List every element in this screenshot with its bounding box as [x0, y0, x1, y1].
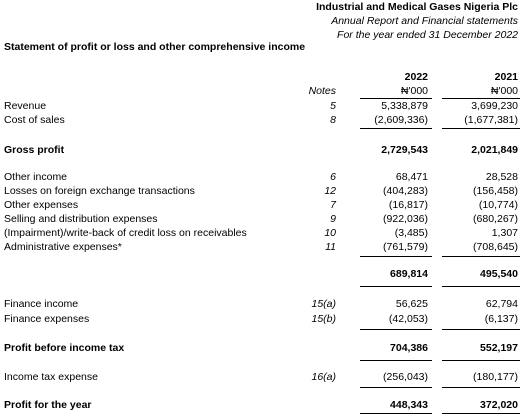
prior-unit-header: ₦'000 [490, 85, 518, 97]
rule [360, 128, 432, 129]
prior-value: (156,458) [473, 185, 518, 197]
row-label: Finance income [4, 298, 79, 310]
prior-value: 1,307 [491, 227, 518, 239]
rule [442, 128, 520, 129]
row-label: Profit before income tax [4, 342, 125, 354]
notes-header: Notes [308, 85, 336, 97]
row-note: 8 [330, 114, 336, 126]
row-label: Administrative expenses* [4, 241, 122, 253]
row-label: (Impairment)/write-back of credit loss on receivables [4, 227, 247, 239]
rule [442, 387, 520, 388]
rule [360, 360, 432, 361]
row-note: 11 [325, 241, 336, 253]
prior-value: 372,020 [480, 399, 518, 411]
current-value: (404,283) [383, 185, 428, 197]
row-note: 5 [330, 100, 336, 112]
current-unit-header: ₦'000 [400, 85, 428, 97]
row-label: Revenue [4, 100, 47, 112]
finance-expenses-row [0, 312, 526, 326]
current-value: 2,729,543 [381, 144, 428, 156]
prior-value: 28,528 [485, 171, 518, 183]
current-value: 689,814 [390, 268, 428, 280]
prior-value: 62,794 [485, 298, 518, 310]
cost-of-sales-row [0, 113, 526, 127]
current-value: (2,609,336) [374, 114, 428, 126]
prior-value: (1,677,381) [464, 114, 518, 126]
prior-value: (680,267) [473, 213, 518, 225]
current-year-header: 2022 [404, 71, 428, 83]
impairment-row [0, 226, 526, 240]
report-period: For the year ended 31 December 2022 [337, 29, 518, 41]
row-note: 10 [324, 227, 336, 239]
row-note: 15(a) [311, 298, 336, 310]
current-value: (256,043) [383, 371, 428, 383]
rule [360, 329, 432, 330]
prior-value: (708,645) [473, 241, 518, 253]
row-note: 6 [330, 171, 336, 183]
fx-losses-row [0, 184, 526, 198]
rule [442, 256, 520, 257]
row-label: Losses on foreign exchange transactions [4, 185, 195, 197]
current-value: (16,817) [388, 199, 428, 211]
row-note: 16(a) [311, 371, 336, 383]
row-note: 12 [324, 185, 336, 197]
row-note: 15(b) [311, 313, 336, 325]
prior-value: 495,540 [480, 268, 518, 280]
row-note: 7 [330, 199, 336, 211]
row-label: Income tax expense [4, 371, 98, 383]
other-income-row [0, 170, 526, 184]
prior-value: 3,699,230 [471, 100, 518, 112]
current-value: (761,579) [383, 241, 428, 253]
rule [442, 329, 520, 330]
profit-for-year-row [0, 398, 526, 412]
finance-income-row [0, 297, 526, 311]
other-expenses-row [0, 198, 526, 212]
prior-value: (180,177) [473, 371, 518, 383]
statement-title: Statement of profit or loss and other comprehensive income [4, 41, 306, 53]
rule [442, 286, 520, 287]
prior-value: (10,774) [478, 199, 518, 211]
row-label: Finance expenses [4, 313, 90, 325]
profit-before-tax-row [0, 341, 526, 355]
current-value: 448,343 [390, 399, 428, 411]
current-value: 704,386 [390, 342, 428, 354]
rule [360, 256, 432, 257]
prior-value: 2,021,849 [471, 144, 518, 156]
report-title: Annual Report and Financial statements [331, 15, 518, 27]
row-label: Cost of sales [4, 114, 65, 126]
row-label: Other expenses [4, 199, 79, 211]
row-label: Profit for the year [4, 399, 92, 411]
current-value: 68,471 [395, 171, 428, 183]
company-name: Industrial and Medical Gases Nigeria Plc [316, 1, 518, 13]
current-value: (3,485) [394, 227, 428, 239]
rule [442, 413, 520, 414]
admin-expenses-row [0, 240, 526, 254]
income-tax-row [0, 370, 526, 384]
prior-value: (6,137) [484, 313, 518, 325]
rule [360, 286, 432, 287]
row-label: Other income [4, 171, 68, 183]
current-value: 5,338,879 [381, 100, 428, 112]
row-label: Selling and distribution expenses [4, 213, 158, 225]
current-value: 56,625 [395, 298, 428, 310]
prior-year-header: 2021 [494, 71, 518, 83]
revenue-row [0, 99, 526, 113]
rule [360, 413, 432, 414]
operating-subtotal-row [0, 267, 526, 281]
row-label: Gross profit [4, 144, 65, 156]
current-value: (42,053) [388, 313, 428, 325]
prior-value: 552,197 [480, 342, 518, 354]
gross-profit-row [0, 143, 526, 157]
rule [360, 387, 432, 388]
current-value: (922,036) [383, 213, 428, 225]
rule [442, 360, 520, 361]
selling-distribution-row [0, 212, 526, 226]
row-note: 9 [330, 213, 336, 225]
